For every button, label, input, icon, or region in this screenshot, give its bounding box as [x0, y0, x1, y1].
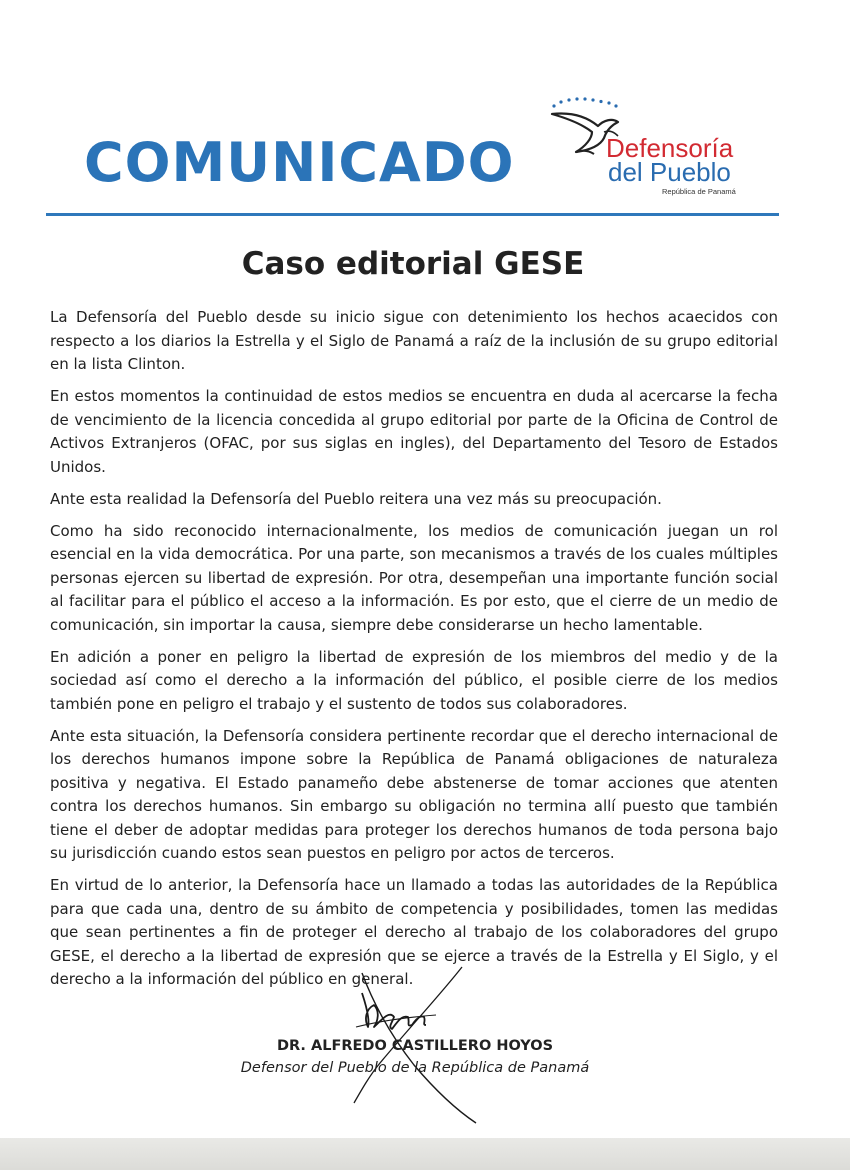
signatory-name: DR. ALFREDO CASTILLERO HOYOS	[276, 1038, 554, 1054]
body-paragraph: La Defensoría del Pueblo desde su inicio sigue con detenimiento los hechos acaecidos con respecto a los diarios la Estrella y el Siglo de Panamá a raíz de la inclusión de su grupo editorial en la lista Clinton.	[50, 308, 778, 373]
logo-wordmark-line2: del Pueblo	[608, 157, 731, 187]
document-title: Caso editorial GESE	[241, 246, 585, 282]
header-divider	[46, 213, 779, 216]
signatory-role: Defensor del Pueblo de la República de Panamá	[240, 1060, 590, 1076]
body-paragraph: En estos momentos la continuidad de estos medios se encuentra en duda al acercarse la fecha de vencimiento de la licencia concedida al grupo editorial por parte de la Oficina de Control de Activos Extranjeros (OFAC, por sus siglas en ingles), del Departamento del Tesoro de Estados Unidos.	[50, 387, 778, 476]
page-header-title: COMUNICADO	[84, 131, 515, 194]
defensoria-logo	[548, 92, 758, 202]
body-paragraph: En virtud de lo anterior, la Defensoría hace un llamado a todas las autoridades de la República para que cada una, dentro de su ámbito de competencia y posibilidades, tomen las medidas que sean pertinentes a fin de proteger el derecho al trabajo de los colaboradores del grupo GESE, el derecho a la libertad de expresión que se ejerce a través de la Estrella y El Siglo, y el derecho a la información del público en general.	[50, 876, 778, 988]
scan-bottom-edge	[0, 1138, 850, 1170]
logo-subtitle: República de Panamá	[662, 187, 736, 196]
document-body	[50, 306, 778, 1000]
body-paragraph: En adición a poner en peligro la libertad de expresión de los miembros del medio y de la sociedad así como el derecho a la información del público, el posible cierre de los medios también pone en peligro el trabajo y el sustento de todos sus colaboradores.	[50, 647, 778, 713]
body-paragraph: Ante esta realidad la Defensoría del Pueblo reitera una vez más su preocupación.	[50, 489, 662, 508]
body-paragraph: Como ha sido reconocido internacionalmente, los medios de comunicación juegan un rol esencial en la vida democrática. Por una parte, son mecanismos a través de los cuales múltiples personas ejercen su libertad de expresión. Por otra, desempeñan una importante función social al facilitar para el público el acceso a la información. Es por esto, que el cierre de un medio de comunicación, sin importar la causa, siempre debe considerarse un hecho lamentable.	[50, 521, 778, 634]
logo-wordmark-line1: Defensoría	[606, 133, 734, 163]
body-paragraph: Ante esta situación, la Defensoría considera pertinente recordar que el derecho internacional de los derechos humanos impone sobre la República de Panamá obligaciones de naturaleza positiva y negativa. El Estado panameño debe abstenerse de tomar acciones que atenten contra los derechos humanos. Sin embargo su obligación no termina allí puesto que también tiene el deber de adoptar medidas para proteger los derechos humanos de toda persona bajo su jurisdicción cuando estos sean puestos en peligro por actos de terceros.	[50, 726, 778, 862]
